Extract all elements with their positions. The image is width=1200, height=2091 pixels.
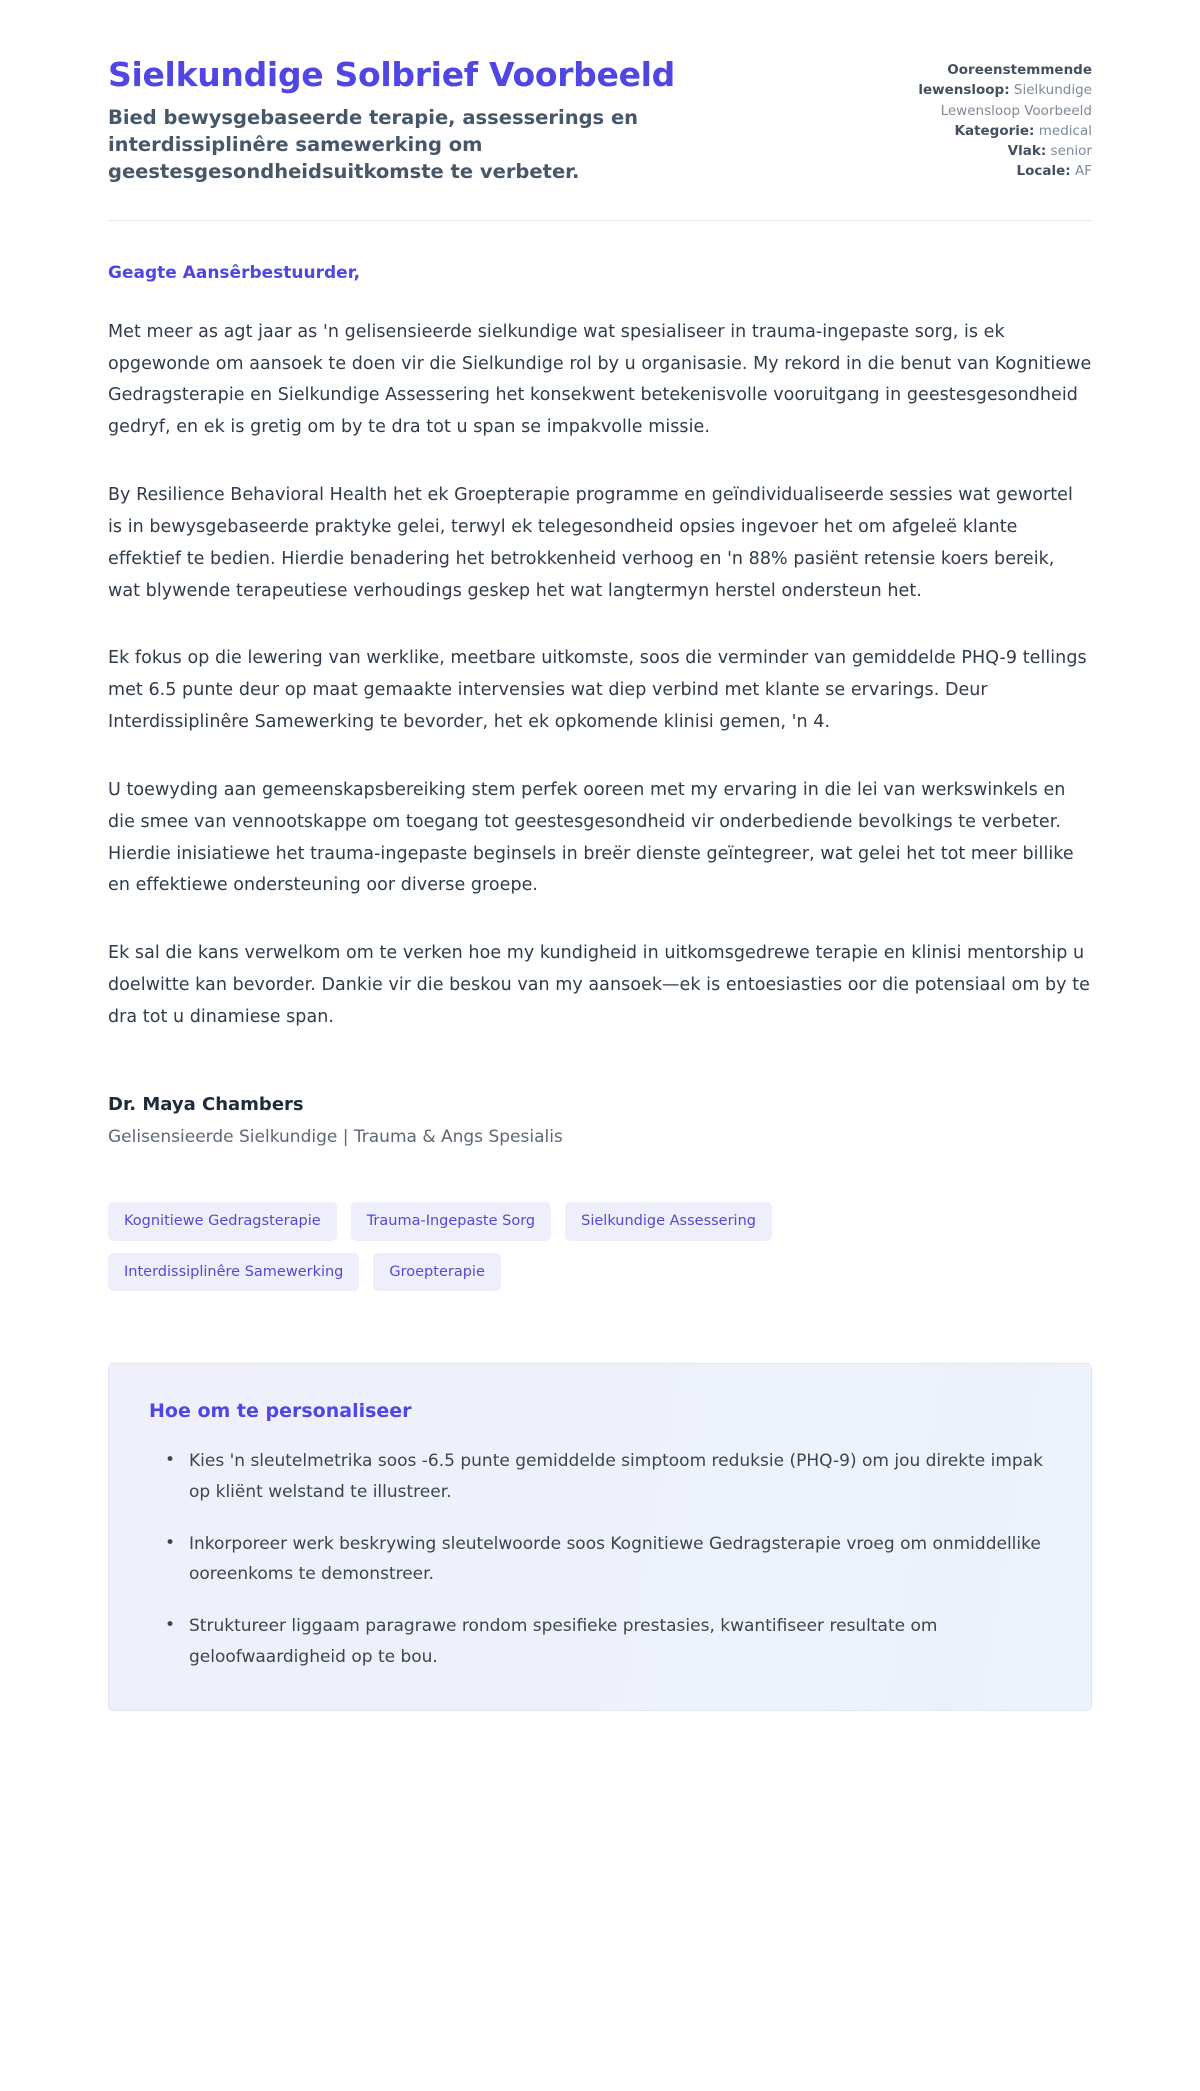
callout-list-item: • Kies 'n sleutelmetrika soos -6.5 punte gemiddelde simptoom reduksie (PHQ-9) om jou direkte impak op kliënt welstand te illustreer. (173, 1446, 1051, 1507)
document-header (108, 56, 1092, 186)
letter-paragraph: Ek sal die kans verwelkom om te verken hoe my kundigheid in uitkomsgedrewe terapie en klinisi mentorship u doelwitte kan bevorder. Dankie vir die beskou van my aansoek—ek is entoesiasties oor die potensiaal om by te dra tot u dinamiese span. (108, 943, 1090, 1027)
skill-tag-list (108, 1202, 898, 1291)
page-subtitle: Bied bewysgebaseerde terapie, assesserings en interdissiplinêre samewerking om geestesgesondheidsuitkomste te verbeter. (108, 105, 639, 183)
letter-paragraph: By Resilience Behavioral Health het ek Groepterapie programme en geïndividualiseerde sessies wat gewortel is in bewysgebaseerde praktyke gelei, terwyl ek telegesondheid opsies ingevoer het om afgeleë klante effektief te bedien. Hierdie benadering het betrokkenheid verhoog en 'n 88% pasiënt retensie koers bereik, wat blywende terapeutiese verhoudings geskep het wat langtermyn herstel ondersteun het. (108, 485, 1073, 601)
callout-list-item: • Inkorporeer werk beskrywing sleutelwoorde soos Kognitiewe Gedragsterapie vroeg om onmiddellike ooreenkoms te demonstreer. (173, 1529, 1051, 1590)
signature-block (108, 1094, 1092, 1151)
skill-tag[interactable]: Sielkundige Assessering (565, 1202, 772, 1241)
salutation: Geagte Aansêrbestuurder, (108, 262, 361, 283)
personalization-callout (108, 1363, 1092, 1711)
letter-paragraph: Met meer as agt jaar as 'n gelisensieerde sielkundige wat spesialiseer in trauma-ingepaste sorg, is ek opgewonde om aansoek te doen vir die Sielkundige rol by u organisasie. My rekord in die benut van Kognitiewe Gedragsterapie en Sielkundige Assessering het konsekwent betekenisvolle vooruitgang in geestesgesondheid gedryf, en ek is gretig om by te dra tot u span se impakvolle missie. (108, 321, 1092, 438)
letter-paragraph: Ek fokus op die lewering van werklike, meetbare uitkomste, soos die verminder van gemiddelde PHQ-9 tellings met 6.5 punte deur op maat gemaakte intervensies wat diep verbind met klante se ervarings. Deur Interdissiplinêre Samewerking te bevorder, het ek opkomende klinisi gemen, 'n 4. (108, 648, 1087, 733)
meta-value-level: senior (1050, 143, 1092, 159)
meta-row-category (870, 121, 1092, 141)
meta-label-locale: Locale: (1016, 163, 1071, 180)
meta-row-level (870, 141, 1092, 161)
page-title: Sielkundige Solbrief Voorbeeld (108, 55, 675, 94)
signature-role: Gelisensieerde Sielkundige | Trauma & Angs Spesialis (108, 1126, 563, 1147)
header-title-block (108, 56, 798, 186)
callout-list (149, 1446, 1051, 1672)
skill-tag[interactable]: Interdissiplinêre Samewerking (108, 1253, 359, 1292)
meta-value-category: medical (1038, 122, 1092, 139)
meta-label-matching-resume: Ooreenstemmende lewensloop: (918, 62, 1092, 99)
meta-value-matching-resume: Sielkundige Lewensloop Voorbeeld (940, 82, 1092, 119)
meta-row-matching-resume (870, 60, 1092, 121)
letter-body (108, 221, 1092, 1711)
meta-label-level: Vlak: (1007, 143, 1047, 159)
skill-tag[interactable]: Trauma-Ingepaste Sorg (351, 1202, 551, 1241)
signature-name: Dr. Maya Chambers (108, 1093, 304, 1115)
meta-row-locale (870, 161, 1092, 181)
callout-title: Hoe om te personaliseer (149, 1400, 412, 1423)
letter-paragraph: U toewyding aan gemeenskapsbereiking stem perfek ooreen met my ervaring in die lei van werkswinkels en die smee van vennootskappe om toegang tot geestesgesondheid vir onderbediende bevolkings te verbeter. Hierdie inisiatiewe het trauma-ingepaste beginsels in breër dienste geïntegreer, wat gelei het tot meer billike en effektiewe ondersteuning oor diverse groepe. (108, 779, 1074, 896)
document-metadata (870, 56, 1092, 182)
meta-label-category: Kategorie: (954, 122, 1035, 139)
skill-tag[interactable]: Groepterapie (373, 1253, 500, 1292)
meta-value-locale: AF (1074, 163, 1092, 180)
callout-list-item: • Struktureer liggaam paragrawe rondom spesifieke prestasies, kwantifiseer resultate om geloofwaardigheid op te bou. (173, 1611, 1051, 1672)
skill-tag[interactable]: Kognitiewe Gedragsterapie (108, 1202, 337, 1241)
